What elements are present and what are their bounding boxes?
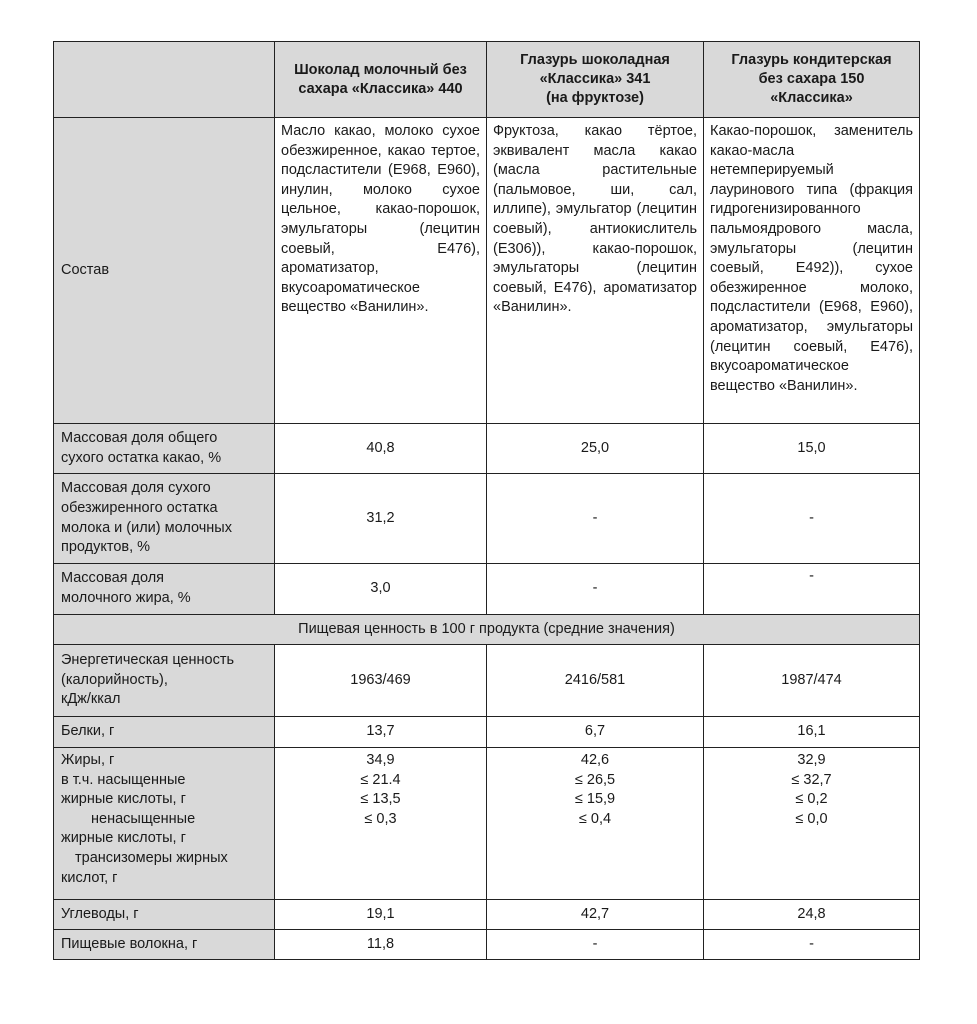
value-cell: 40,8 <box>275 424 487 474</box>
header-col1: Шоколад молочный без сахара «Классика» 440 <box>275 42 487 118</box>
fats-values-col3: 32,9 ≤ 32,7 ≤ 0,2 ≤ 0,0 <box>704 748 920 900</box>
row-label: Энергетическая ценность (калорийность), кДж/ккал <box>54 645 275 717</box>
table-row <box>54 564 920 615</box>
value-cell: - <box>487 930 704 960</box>
row-label: Массовая доля сухого обезжиренного остатка молока и (или) молочных продуктов, % <box>54 474 275 564</box>
section-heading-row <box>54 615 920 645</box>
composition-col1: Масло какао, молоко сухое обезжиренное, какао тертое, подсластители (Е968, Е960), инулин, молоко сухое цельное, какао-порошок, эмульгаторы (лецитин соевый, Е476), ароматизатор, вкусоароматическое вещество «Ванилин». <box>275 118 487 424</box>
header-empty-cell <box>54 42 275 118</box>
fats-row <box>54 748 920 900</box>
value-cell: 1987/474 <box>704 645 920 717</box>
row-label: Жиры, г в т.ч. насыщенные жирные кислоты, г ненасыщенные жирные кислоты, г трансизомеры жирных кислот, г <box>54 748 275 900</box>
table-row <box>54 717 920 748</box>
value-cell: 13,7 <box>275 717 487 748</box>
row-label: Массовая доля общего сухого остатка какао, % <box>54 424 275 474</box>
value-cell: 19,1 <box>275 900 487 930</box>
row-label: Углеводы, г <box>54 900 275 930</box>
composition-label: Состав <box>54 118 275 424</box>
value-cell: - <box>704 564 920 615</box>
header-row <box>54 42 920 118</box>
value-cell: - <box>487 474 704 564</box>
composition-row <box>54 118 920 424</box>
value-cell: - <box>487 564 704 615</box>
composition-col3: Какао-порошок, заменитель какао-масла нетемперируемый лауринового типа (фракция гидрогенизированного пальмоядрового масла, эмульгаторы (лецитин соевый, Е492)), сухое обезжиренное молоко, подсластители (Е968, Е960), ароматизатор, эмульгаторы (лецитин соевый, Е476), вкусоароматическое вещество «Ванилин». <box>704 118 920 424</box>
value-cell: 2416/581 <box>487 645 704 717</box>
value-cell: 11,8 <box>275 930 487 960</box>
fats-values-col1: 34,9 ≤ 21.4 ≤ 13,5 ≤ 0,3 <box>275 748 487 900</box>
value-cell: 6,7 <box>487 717 704 748</box>
row-label: Массовая доля молочного жира, % <box>54 564 275 615</box>
table-row <box>54 930 920 960</box>
value-cell: - <box>704 930 920 960</box>
nutrition-table <box>53 41 920 960</box>
row-label: Пищевые волокна, г <box>54 930 275 960</box>
value-cell: 1963/469 <box>275 645 487 717</box>
fats-values-col2: 42,6 ≤ 26,5 ≤ 15,9 ≤ 0,4 <box>487 748 704 900</box>
value-cell: 15,0 <box>704 424 920 474</box>
nutrition-heading: Пищевая ценность в 100 г продукта (средние значения) <box>54 615 920 645</box>
value-cell: 3,0 <box>275 564 487 615</box>
value-cell: 24,8 <box>704 900 920 930</box>
header-col2: Глазурь шоколадная «Классика» 341 (на фруктозе) <box>487 42 704 118</box>
composition-col2: Фруктоза, какао тёртое, эквивалент масла какао (масла растительные (пальмовое, ши, сал, иллипе), эмульгатор (лецитин соевый), антиокислитель (Е306)), какао-порошок, эмульгаторы (лецитин соевый, Е476), ароматизатор «Ванилин». <box>487 118 704 424</box>
table-row <box>54 900 920 930</box>
table-row <box>54 474 920 564</box>
value-cell: 31,2 <box>275 474 487 564</box>
table-row <box>54 424 920 474</box>
value-cell: - <box>704 474 920 564</box>
header-col3: Глазурь кондитерская без сахара 150 «Классика» <box>704 42 920 118</box>
row-label: Белки, г <box>54 717 275 748</box>
value-cell: 42,7 <box>487 900 704 930</box>
value-cell: 25,0 <box>487 424 704 474</box>
table-row <box>54 645 920 717</box>
value-cell: 16,1 <box>704 717 920 748</box>
